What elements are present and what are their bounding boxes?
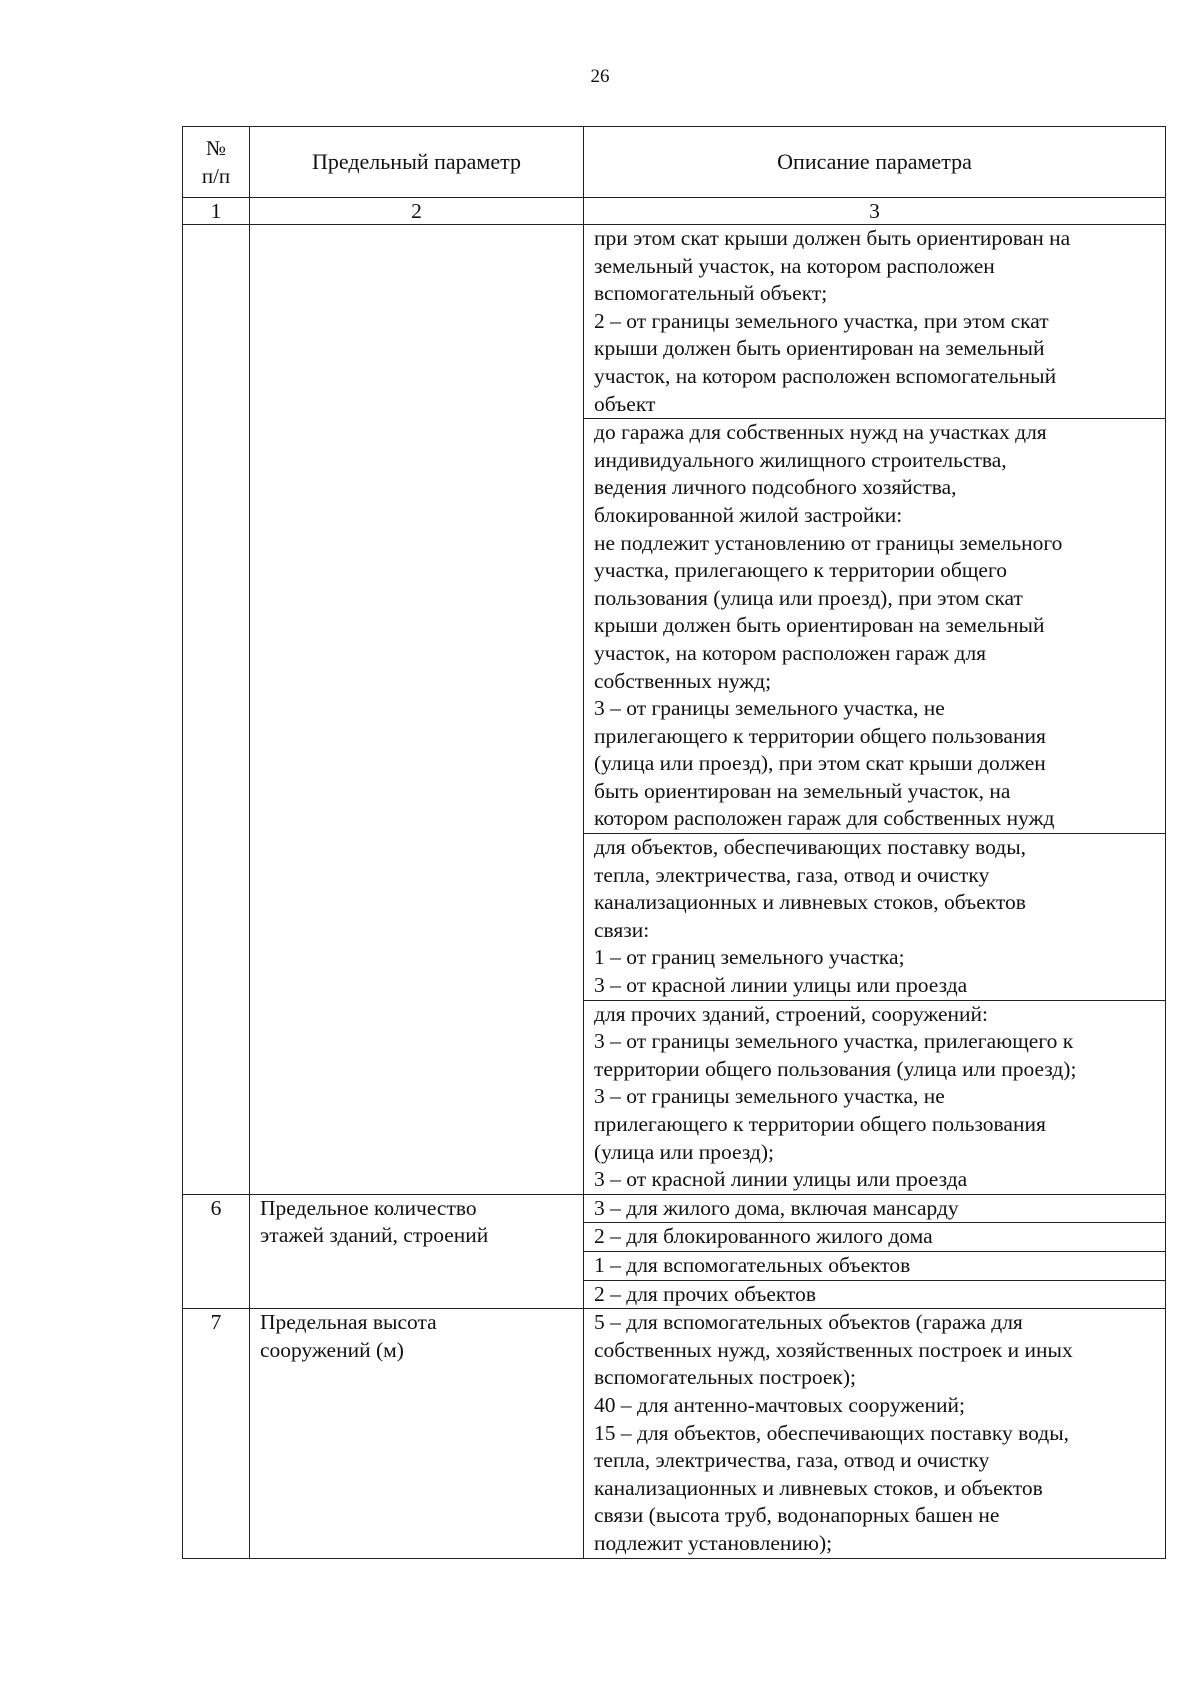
text-line: котором расположен гараж для собственных нужд (594, 806, 1055, 831)
text-line: не подлежит установлению от границы земельного (594, 530, 1063, 555)
text-line: 3 – от красной линии улицы или проезда (594, 973, 968, 998)
floors-value: 1 – для вспомогательных объектов (584, 1251, 1166, 1280)
text-line: индивидуального жилищного строительства, (594, 447, 1007, 472)
text-line: для прочих зданий, строений, сооружений: (594, 1001, 989, 1026)
table-row (183, 1309, 1166, 1558)
text-line: 3 – от границы земельного участка, не (594, 1084, 945, 1109)
table-row (183, 225, 1166, 419)
column-numbers-row (183, 198, 1166, 225)
text-line: этажей зданий, строений (260, 1223, 489, 1248)
table-row (183, 1194, 1166, 1223)
column-number-3: 3 (584, 198, 1166, 225)
text-line: 1 – от границ земельного участка; (594, 945, 905, 970)
text-line: пользования (улица или проезд), при этом скат (594, 585, 1023, 610)
row-parameter (250, 1309, 584, 1558)
text-line: при этом скат крыши должен быть ориентирован на (594, 226, 1071, 250)
text-line: тепла, электричества, газа, отвод и очистку (594, 862, 990, 887)
text-line: подлежит установлению); (594, 1530, 833, 1555)
text-line: связи (высота труб, водонапорных башен не (594, 1503, 1000, 1528)
text-line: канализационных и ливневых стоков, и объектов (594, 1475, 1043, 1500)
height-description (584, 1309, 1166, 1558)
text-line: 15 – для объектов, обеспечивающих поставку воды, (594, 1420, 1070, 1445)
column-number-1: 1 (183, 198, 250, 225)
table-header-row (183, 127, 1166, 198)
header-number-abbr: п/п (201, 164, 231, 188)
row-parameter (250, 1194, 584, 1308)
description-block-3 (584, 834, 1166, 1001)
header-number-symbol: № (205, 136, 227, 160)
row-number: 6 (183, 1194, 250, 1308)
row-parameter-cell (250, 225, 584, 1195)
text-line: 40 – для антенно-мачтовых сооружений; (594, 1392, 965, 1417)
text-line: Предельная высота (260, 1310, 437, 1335)
floors-value: 2 – для блокированного жилого дома (584, 1223, 1166, 1252)
text-line: для объектов, обеспечивающих поставку воды, (594, 835, 1027, 860)
text-line: 3 – от границы земельного участка, прилегающего к (594, 1029, 1074, 1054)
text-line: собственных нужд; (594, 668, 772, 693)
text-line: блокированной жилой застройки: (594, 502, 903, 527)
text-line: 2 – от границы земельного участка, при этом скат (594, 308, 1049, 333)
page-number: 26 (590, 66, 610, 87)
text-line: 3 – от границы земельного участка, не (594, 696, 945, 721)
header-parameter: Предельный параметр (250, 127, 584, 198)
text-line: (улица или проезд), при этом скат крыши должен (594, 751, 1046, 776)
text-line: 5 – для вспомогательных объектов (гаража для (594, 1310, 1023, 1335)
description-block-2 (584, 419, 1166, 834)
text-line: вспомогательных построек); (594, 1365, 856, 1390)
text-line: Предельное количество (260, 1195, 477, 1220)
row-number-cell (183, 225, 250, 1195)
text-line: земельный участок, на котором расположен (594, 253, 995, 278)
text-line: сооружений (м) (260, 1337, 404, 1362)
text-line: вспомогательный объект; (594, 281, 828, 306)
text-line: быть ориентирован на земельный участок, на (594, 778, 1011, 803)
floors-value: 3 – для жилого дома, включая мансарду (584, 1194, 1166, 1223)
text-line: (улица или проезд); (594, 1139, 774, 1164)
header-description: Описание параметра (584, 127, 1166, 198)
text-line: 3 – от красной линии улицы или проезда (594, 1167, 968, 1192)
text-line: до гаража для собственных нужд на участках для (594, 420, 1047, 445)
text-line: объект (594, 391, 656, 416)
text-line: прилегающего к территории общего пользования (594, 723, 1046, 748)
text-line: тепла, электричества, газа, отвод и очистку (594, 1448, 990, 1473)
text-line: участок, на котором расположен гараж для (594, 640, 987, 665)
description-block-4 (584, 1000, 1166, 1194)
text-line: крыши должен быть ориентирован на земельный (594, 613, 1045, 638)
text-line: канализационных и ливневых стоков, объектов (594, 890, 1026, 915)
column-number-2: 2 (250, 198, 584, 225)
text-line: крыши должен быть ориентирован на земельный (594, 336, 1045, 361)
text-line: участок, на котором расположен вспомогательный (594, 363, 1057, 388)
text-line: ведения личного подсобного хозяйства, (594, 475, 957, 500)
floors-value: 2 – для прочих объектов (584, 1280, 1166, 1309)
parameters-table (182, 126, 1166, 1559)
text-line: участка, прилегающего к территории общего (594, 558, 1008, 583)
header-number-cell (183, 127, 250, 198)
row-number: 7 (183, 1309, 250, 1558)
text-line: связи: (594, 917, 650, 942)
text-line: собственных нужд, хозяйственных построек и иных (594, 1337, 1073, 1362)
text-line: прилегающего к территории общего пользования (594, 1112, 1046, 1136)
text-line: территории общего пользования (улица или проезд); (594, 1056, 1077, 1081)
description-block-1 (584, 225, 1166, 419)
